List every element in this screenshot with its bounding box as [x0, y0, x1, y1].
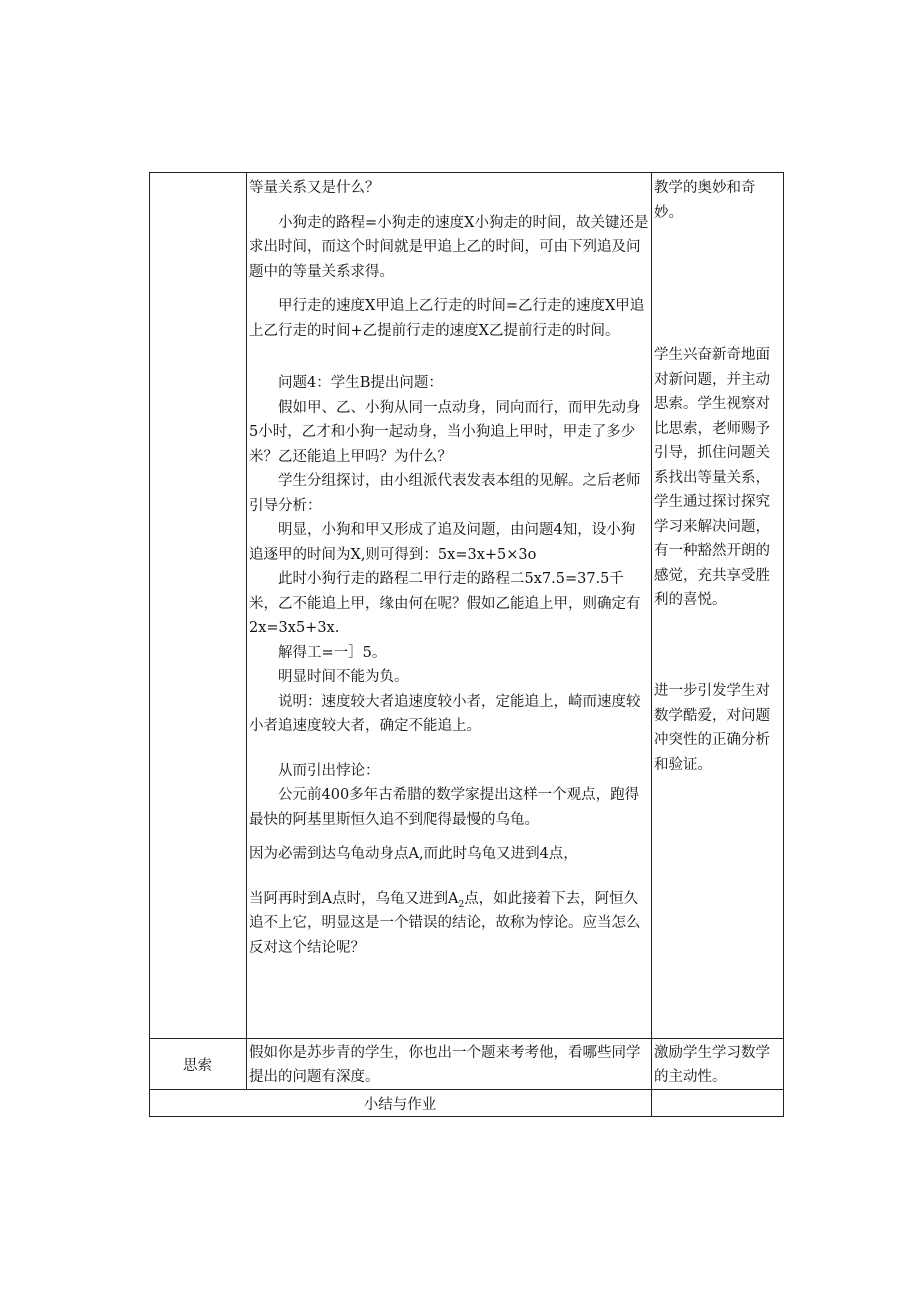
paradox-heading: 从而引出悖论： [278, 762, 380, 779]
text-paragraph: 假如甲、乙、小狗从同一点动身，同向而行，而甲先动身5小时，乙才和小狗一起动身，当小狗追上甲时，甲走了多少米？乙还能追上甲吗？为什么？ [249, 399, 641, 465]
text-paragraph: 甲行走的速度X甲追上乙行走的时间=乙行走的速度X甲追上乙行走的时间+乙提前行走的速度X乙提前行走的时间。 [249, 298, 645, 339]
text-paragraph: 公元前400多年古希腊的数学家提出这样一个观点，跑得最快的阿基里斯恒久追不到爬得最慢的乌龟。 [249, 787, 640, 828]
text-fragment: 点，如此接着下去，阿恒久追不上它，明显这是一个错误的结论，故称为悖论。应当怎么反对这个结论呢？ [249, 890, 641, 956]
note-cell-2 [654, 343, 784, 613]
thinking-note [654, 1041, 784, 1089]
note-text: 教学的奥妙和奇妙。 [654, 180, 756, 221]
note-cell-1 [654, 176, 784, 225]
note-text: 学生兴奋新奇地面对新问题，并主动思索。学生视察对比思索，老师赐予引导，抓住问题关系找出等量关系，学生通过探讨探究学习来解决问题，有一种豁然开朗的感觉，充共享受胜利的喜悦。 [654, 347, 770, 608]
text-line: 解得工=一］5。 [278, 644, 387, 661]
text-line: 因为必需到达乌龟动身点A,而此时乌龟又进到4点， [249, 846, 578, 862]
text-paragraph: 明显，小狗和甲又形成了追及问题，由问题4知，设小狗追逐甲的时间为X,则可得到：5x=3x+5×3o [249, 522, 636, 563]
text-paragraph: 假如你是苏步青的学生，你也出一个题来考考他，看哪些同学提出的问题有深度。 [249, 1045, 641, 1085]
text-fragment: 当阿再时到A点时，乌龟又进到A [249, 890, 459, 907]
text-paragraph: 此时小狗行走的路程二甲行走的路程二5x7.5=37.5千米，乙不能追上甲，缘由何在呢？假如乙能追上甲，则确定有2x=3x5+3x. [249, 571, 641, 636]
note-text: 进一步引发学生对数学酷爱，对问题冲突性的正确分析和验证。 [654, 683, 770, 773]
question-heading: 问题4：学生B提出问题： [278, 375, 443, 391]
main-content-cell [249, 176, 649, 960]
subscript: 2 [458, 899, 465, 910]
row-divider-1 [149, 1038, 784, 1039]
note-text: 激励学生学习数学的主动性。 [654, 1045, 770, 1085]
row-label-summary: 小结与作业 [363, 1097, 437, 1113]
text-paragraph: 小狗走的路程=小狗走的速度X小狗走的时间，故关键还是求出时间，而这个时间就是甲追上乙的时间，可由下列追及问题中的等量关系求得。 [249, 214, 649, 280]
text-line: 明显时间不能为负。 [278, 669, 409, 685]
row-divider-2 [149, 1089, 784, 1090]
row-label-thinking: 思索 [183, 1058, 212, 1074]
text-paragraph [249, 887, 649, 961]
col-divider-right [651, 172, 652, 1117]
text-paragraph: 说明：速度较大者追速度较小者，定能追上，崎而速度较小者追速度较大者，确定不能追上。 [249, 693, 641, 734]
text-paragraph: 学生分组探讨，由小组派代表发表本组的见解。之后老师引导分析： [249, 473, 641, 514]
col-divider-left [246, 172, 247, 1089]
text-line: 等量关系又是什么？ [249, 180, 380, 196]
note-cell-3 [654, 679, 784, 777]
thinking-content [249, 1041, 649, 1089]
